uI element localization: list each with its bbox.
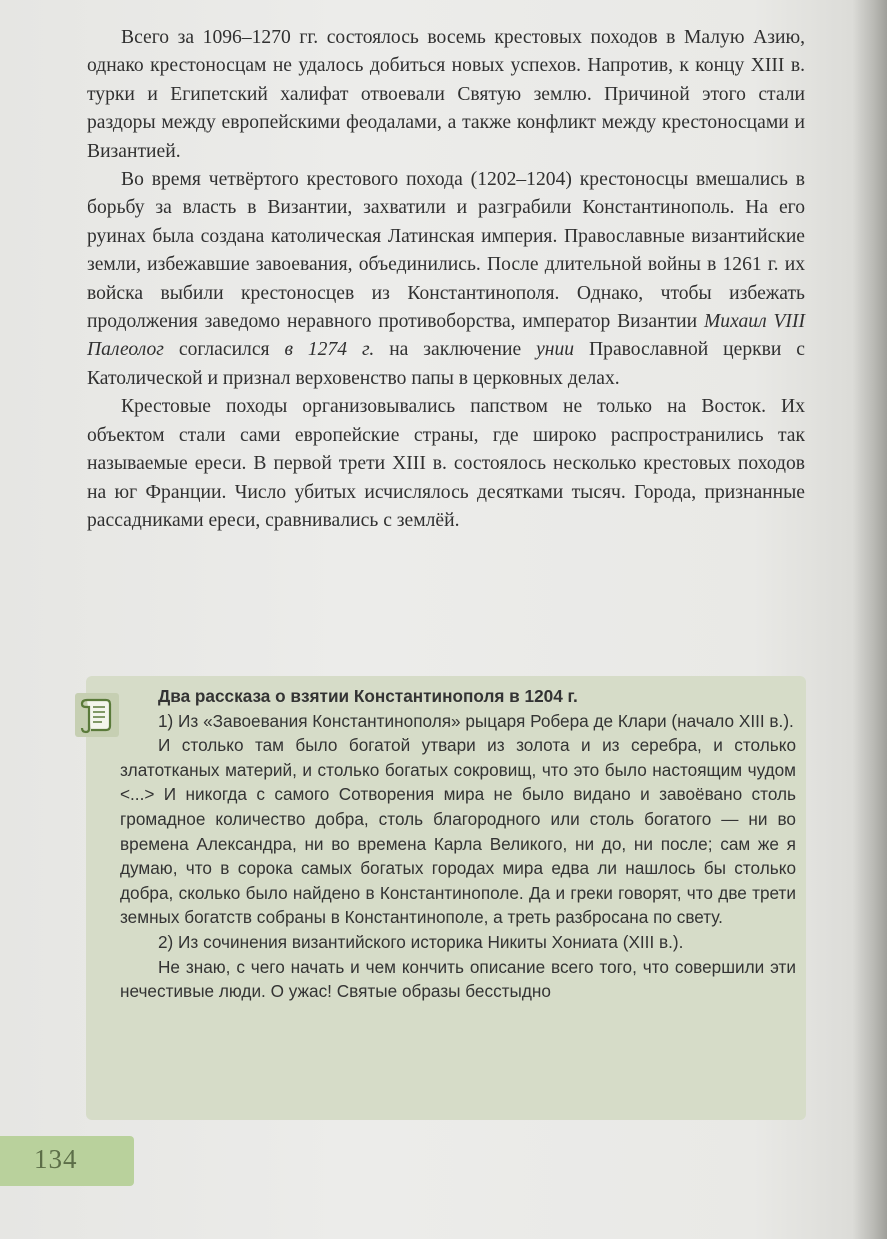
page-number: 134 bbox=[34, 1144, 78, 1174]
scroll-document-icon bbox=[75, 693, 119, 737]
source-box-title: Два рассказа о взятии Константинополя в 1204 г. bbox=[158, 686, 578, 706]
emphasis-emperor-name: Михаил VIII Палеолог bbox=[87, 311, 806, 361]
main-text-block bbox=[87, 24, 805, 535]
emphasis-year: в 1274 г. bbox=[284, 339, 375, 361]
source-2-heading: 2) Из сочинения византийского историка Никиты Хониата (XIII в.). bbox=[158, 931, 684, 952]
source-1-heading: 1) Из «Завоевания Константинополя» рыцаря Робера де Клари (начало XIII в.). bbox=[158, 710, 794, 731]
primary-source-text bbox=[120, 684, 796, 1004]
paragraph-heresy-crusades: Крестовые походы организовывались папством не только на Восток. Их объектом стали сами европейские страны, где широко распространились так называемые ереси. В первой трети XIII в. состоялось несколько крестовых походов на юг Франции. Число убитых исчислялось десятками тысяч. Города, признанные рассадниками ереси, сравнивались с землёй. bbox=[87, 396, 805, 531]
source-1-quote: И столько там было богатой утвари из золота и из серебра, и столько златотканых материй, и столько богатых сокровищ, что это было настоящим чудом <...> И никогда с самого Сотворения мира не было видано и завоёвано столь громадное количество добра, столь благородного или столь богатого — ни во времена Александра, ни во времена Карла Великого, ни до, ни после; сам же я думаю, что в сорока самых богатых городах мира едва ли нашлось бы столько добра, сколько было найдено в Константинополе. Да и греки говорят, что две трети земных богатств собраны в Константинополе, а треть разбросана по свету. bbox=[120, 735, 796, 928]
page-binding-shadow bbox=[853, 0, 887, 1239]
paragraph-fourth-crusade: Во время четвёртого крестового похода (1202–1204) крестоносцы вмешались в борьбу за власть в Византии, захватили и разграбили Константинополь. На его руинах была создана католическая Латинская империя. Православные византийские земли, избежавшие завоевания, объединились. После длительной войны в 1261 г. их войска выбили крестоносцев из Константинополя. Однако, чтобы избежать продолжения заведомо неравного противоборства, император Византии Михаил VIII Палеолог согласился в 1274 г. на заключение унии Православной церкви с Католической и признал верховенство папы в церковных делах. bbox=[87, 169, 806, 389]
emphasis-union-term: унии bbox=[536, 339, 575, 361]
paragraph-crusades-summary: Всего за 1096–1270 гг. состоялось восемь крестовых походов в Малую Азию, однако крестоносцам не удалось добиться новых успехов. Напротив, к концу XIII в. турки и Египетский халифат отвоевали Святую землю. Причиной этого стали раздоры между европейскими феодалами, а также конфликт между крестоносцами и Византией. bbox=[87, 27, 805, 162]
source-2-quote: Не знаю, с чего начать и чем кончить описание всего того, что совершили эти нечестивые люди. О ужас! Святые образы бесстыдно bbox=[120, 956, 796, 1002]
